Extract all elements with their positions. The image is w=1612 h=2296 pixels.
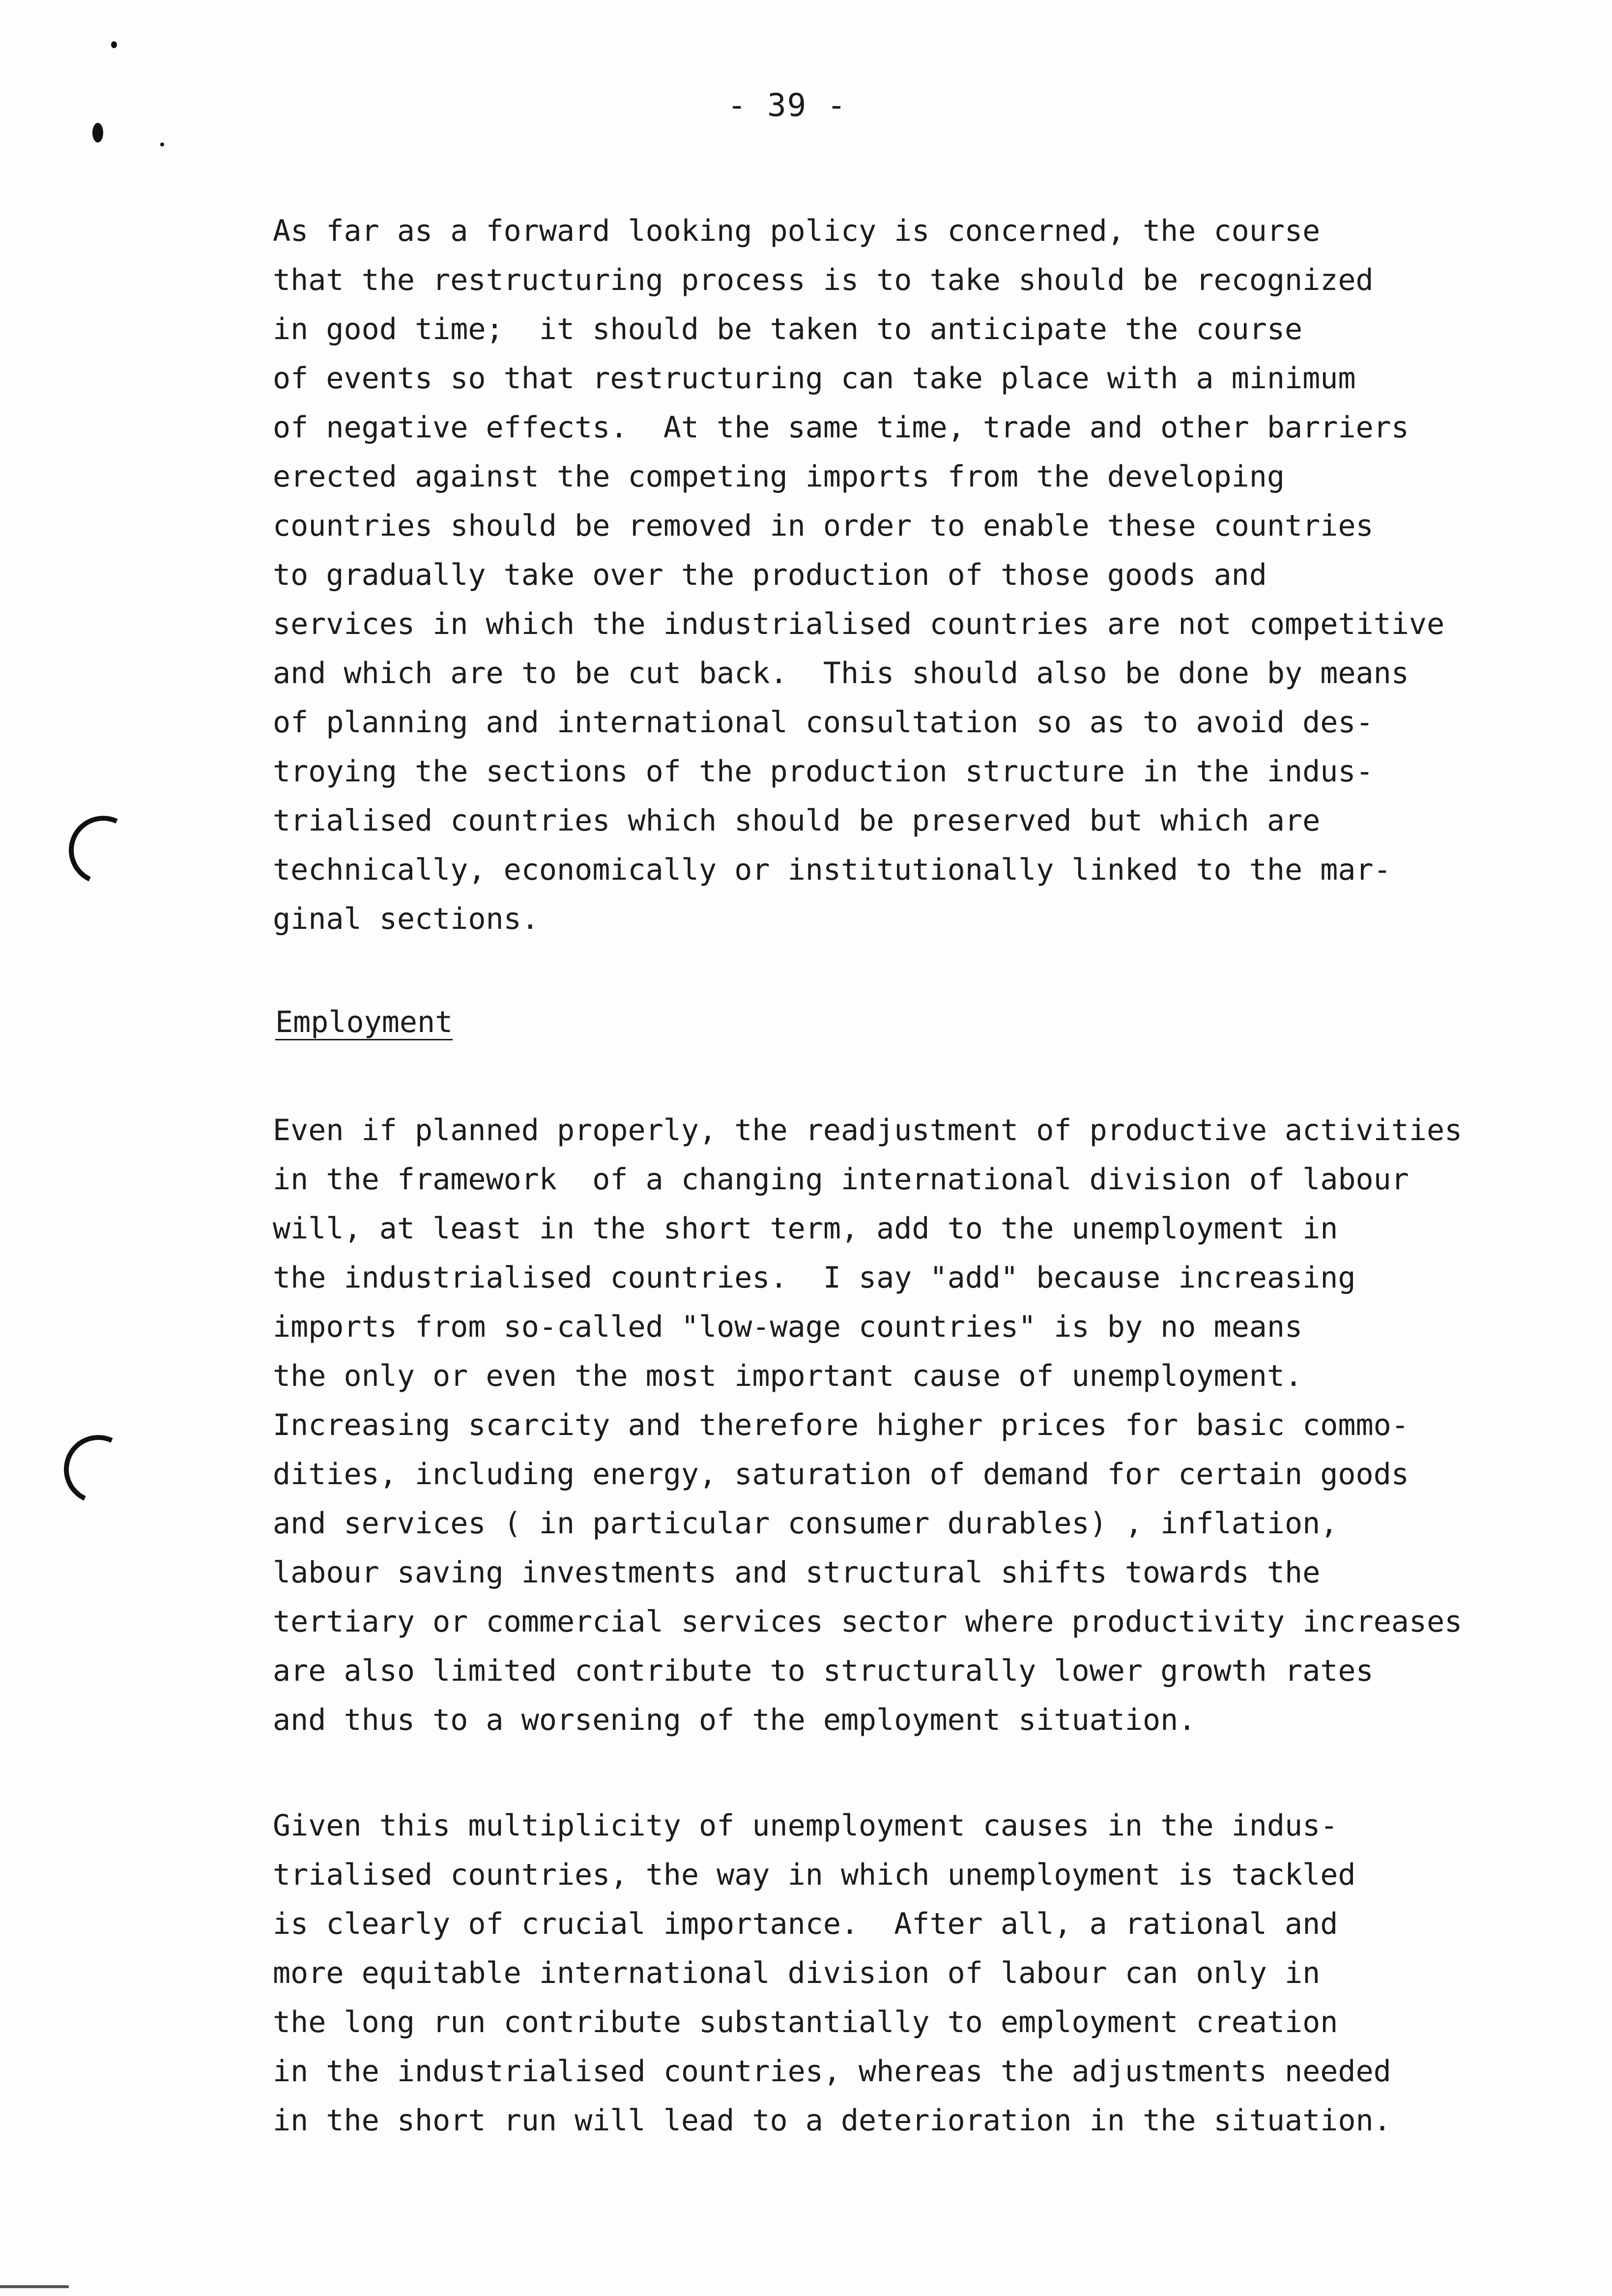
text-line: that the restructuring process is to take should be recognized [273, 263, 1374, 297]
bottom-edge-rule [0, 2285, 69, 2288]
text-line: of negative effects. At the same time, trade and other barriers [273, 410, 1409, 445]
text-line: is clearly of crucial importance. After all, a rational and [273, 1907, 1338, 1941]
text-line: dities, including energy, saturation of demand for certain goods [273, 1457, 1409, 1492]
text-line: are also limited contribute to structurally lower growth rates [273, 1654, 1374, 1688]
text-line: imports from so-called "low-wage countries" is by no means [273, 1310, 1303, 1344]
text-line: in the framework of a changing international division of labour [273, 1162, 1409, 1197]
text-line: of events so that restructuring can take place with a minimum [273, 361, 1356, 396]
text-line: technically, economically or institutionally linked to the mar- [273, 853, 1391, 887]
text-line: and services ( in particular consumer durables) , inflation, [273, 1506, 1338, 1541]
text-line: labour saving investments and structural shifts towards the [273, 1555, 1321, 1590]
text-line: and thus to a worsening of the employment situation. [273, 1703, 1196, 1737]
text-line: in the short run will lead to a deterioration in the situation. [273, 2103, 1391, 2138]
edge-arc-top [59, 806, 147, 894]
section-heading-employment: Employment [275, 1005, 453, 1039]
text-line: countries should be removed in order to enable these countries [273, 509, 1374, 543]
text-line: will, at least in the short term, add to the unemployment in [273, 1211, 1338, 1246]
punch-mark-dot [160, 143, 164, 146]
text-line: in the industrialised countries, whereas the adjustments needed [273, 2054, 1391, 2089]
text-line: of planning and international consultation so as to avoid des- [273, 705, 1374, 740]
text-line: trialised countries which should be preserved but which are [273, 804, 1321, 838]
text-line: tertiary or commercial services sector where productivity increases [273, 1605, 1463, 1639]
text-line: Increasing scarcity and therefore higher prices for basic commo- [273, 1408, 1409, 1442]
text-line: troying the sections of the production structure in the indus- [273, 754, 1374, 789]
paragraph-employment-readjustment [273, 1106, 1610, 1745]
text-line: services in which the industrialised countries are not competitive [273, 607, 1445, 641]
text-line: trialised countries, the way in which unemployment is tackled [273, 1858, 1356, 1892]
text-line: Given this multiplicity of unemployment causes in the indus- [273, 1808, 1338, 1843]
text-line: the industrialised countries. I say "add" because increasing [273, 1261, 1356, 1295]
text-line: more equitable international division of labour can only in [273, 1956, 1321, 1990]
text-line: and which are to be cut back. This should also be done by means [273, 656, 1409, 690]
text-line: in good time; it should be taken to anticipate the course [273, 312, 1303, 346]
page-number: - 39 - [727, 87, 847, 124]
text-line: the only or even the most important cause of unemployment. [273, 1359, 1303, 1393]
punch-mark-large [92, 123, 103, 143]
paragraph-forward-policy [273, 206, 1610, 944]
text-line: to gradually take over the production of those goods and [273, 558, 1267, 592]
text-line: ginal sections. [273, 902, 539, 936]
edge-arc-bottom [54, 1425, 142, 1513]
text-line: As far as a forward looking policy is concerned, the course [273, 214, 1321, 248]
text-line: Even if planned properly, the readjustment of productive activities [273, 1113, 1463, 1148]
text-line: erected against the competing imports from the developing [273, 459, 1285, 494]
punch-mark-small [111, 41, 117, 48]
text-line: the long run contribute substantially to employment creation [273, 2005, 1338, 2039]
paragraph-unemployment-causes [273, 1801, 1610, 2145]
